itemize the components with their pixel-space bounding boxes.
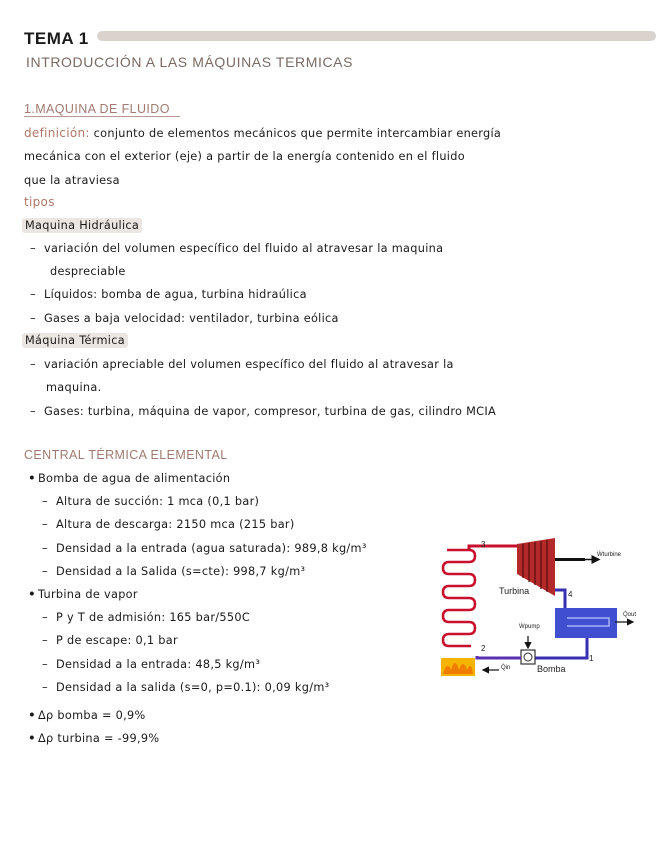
list-item — [42, 565, 305, 578]
dash-bullet: – — [30, 288, 36, 301]
list-item — [26, 588, 138, 601]
heat-out-label: Q̇out — [623, 612, 637, 618]
list-item — [30, 288, 307, 301]
definition-line — [24, 126, 501, 140]
list-item — [30, 312, 339, 325]
section-heading-thermal-plant: CENTRAL TÉRMICA ELEMENTAL — [24, 448, 228, 462]
dash-bullet: – — [42, 518, 48, 531]
section-underline — [24, 116, 180, 117]
heat-in-label: Q̇in — [501, 665, 511, 671]
list-item-text: Δρ bomba = 0,9% — [38, 709, 146, 722]
list-item-text: Densidad a la Salida (s=cte): 998,7 kg/m³ — [56, 565, 306, 578]
page-subtitle: INTRODUCCIÓN A LAS MÁQUINAS TERMICAS — [26, 54, 354, 70]
hydraulic-machine-label — [22, 219, 142, 232]
definition-text: mecánica con el exterior (eje) a partir de la energía contenido en el fluido — [24, 150, 465, 163]
work-pump-label: Ẇpump — [519, 624, 540, 630]
list-item — [42, 634, 178, 647]
bullet-dot: • — [28, 472, 36, 485]
bullet-dot: • — [28, 709, 36, 722]
list-item — [42, 611, 250, 624]
list-item-text: Altura de descarga: 2150 mca (215 bar) — [56, 518, 295, 531]
dash-bullet: – — [42, 681, 48, 694]
diagram-svg — [437, 538, 651, 680]
bullet-dot: • — [28, 588, 36, 601]
work-turbine-label: Ẇturbine — [597, 552, 622, 558]
list-item — [30, 405, 496, 418]
exhaust-line — [555, 590, 565, 608]
turbine-label: Turbina — [499, 586, 530, 596]
list-item-text: variación del volumen específico del fluido al atravesar la maquina — [44, 242, 444, 255]
dash-bullet: – — [42, 611, 48, 624]
dash-bullet: – — [42, 495, 48, 508]
list-item-text: Densidad a la salida (s=0, p=0.1): 0,09 kg/m³ — [56, 681, 330, 694]
point-label: 4 — [568, 590, 573, 599]
dash-bullet: – — [30, 242, 36, 255]
tipos-label: tipos — [24, 195, 55, 209]
condensate-line — [535, 638, 587, 658]
list-item-text: variación apreciable del volumen específico del fluido al atravesar la — [44, 358, 454, 371]
pump-icon — [521, 650, 535, 664]
title-decoration-bar — [97, 31, 656, 41]
list-item — [26, 472, 230, 485]
list-item-text: Turbina de vapor — [38, 588, 138, 601]
page-title: TEMA 1 — [24, 29, 89, 48]
list-item — [26, 709, 146, 722]
dash-bullet: – — [42, 565, 48, 578]
dash-bullet: – — [42, 634, 48, 647]
definition-label: definición: — [24, 126, 90, 140]
thermal-plant-diagram — [437, 538, 651, 680]
list-item — [30, 358, 454, 371]
definition-text: que la atraviesa — [24, 174, 120, 187]
list-item-text: P de escape: 0,1 bar — [56, 634, 178, 647]
point-label: 2 — [481, 644, 486, 653]
hydraulic-machine-chip: Maquina Hidráulica — [22, 218, 142, 233]
point-label: 1 — [589, 654, 594, 663]
boiler-coil — [443, 550, 475, 646]
section-heading-fluid-machine: 1.MAQUINA DE FLUIDO — [24, 102, 170, 116]
list-item-text: P y T de admisión: 165 bar/550C — [56, 611, 251, 624]
list-item-text: Altura de succión: 1 mca (0,1 bar) — [56, 495, 260, 508]
turbine-shaft — [555, 558, 585, 561]
dash-bullet: – — [30, 312, 36, 325]
steam-line — [469, 546, 517, 550]
list-item-text: Densidad a la entrada: 48,5 kg/m³ — [56, 658, 261, 671]
list-item — [30, 242, 443, 255]
list-item-continuation: maquina. — [46, 381, 102, 394]
list-item — [42, 495, 259, 508]
dash-bullet: – — [42, 542, 48, 555]
list-item — [42, 681, 329, 694]
list-item-text: Densidad a la entrada (agua saturada): 989,8 kg/m³ — [56, 542, 367, 555]
condenser-icon — [555, 608, 617, 638]
list-item-text: Δρ turbina = -99,9% — [38, 732, 160, 745]
bullet-dot: • — [28, 732, 36, 745]
list-item-text: Bomba de agua de alimentación — [38, 472, 231, 485]
thermal-machine-chip: Máquina Térmica — [22, 333, 128, 348]
list-item — [42, 658, 260, 671]
list-item-text: Gases a baja velocidad: ventilador, turbina eólica — [44, 312, 339, 325]
dash-bullet: – — [42, 658, 48, 671]
list-item-text: Líquidos: bomba de agua, turbina hidraúlica — [44, 288, 307, 301]
pump-label: Bomba — [537, 664, 566, 674]
dash-bullet: – — [30, 358, 36, 371]
list-item — [26, 732, 159, 745]
feedwater-line — [477, 656, 521, 658]
point-label: 3 — [481, 540, 486, 549]
definition-text: conjunto de elementos mecánicos que permite intercambiar energía — [93, 127, 502, 140]
list-item — [42, 518, 295, 531]
dash-bullet: – — [30, 405, 36, 418]
thermal-machine-label — [22, 334, 128, 347]
list-item — [42, 542, 367, 555]
list-item-text: Gases: turbina, máquina de vapor, compresor, turbina de gas, cilindro MCIA — [44, 405, 497, 418]
list-item-continuation: despreciable — [50, 265, 126, 278]
